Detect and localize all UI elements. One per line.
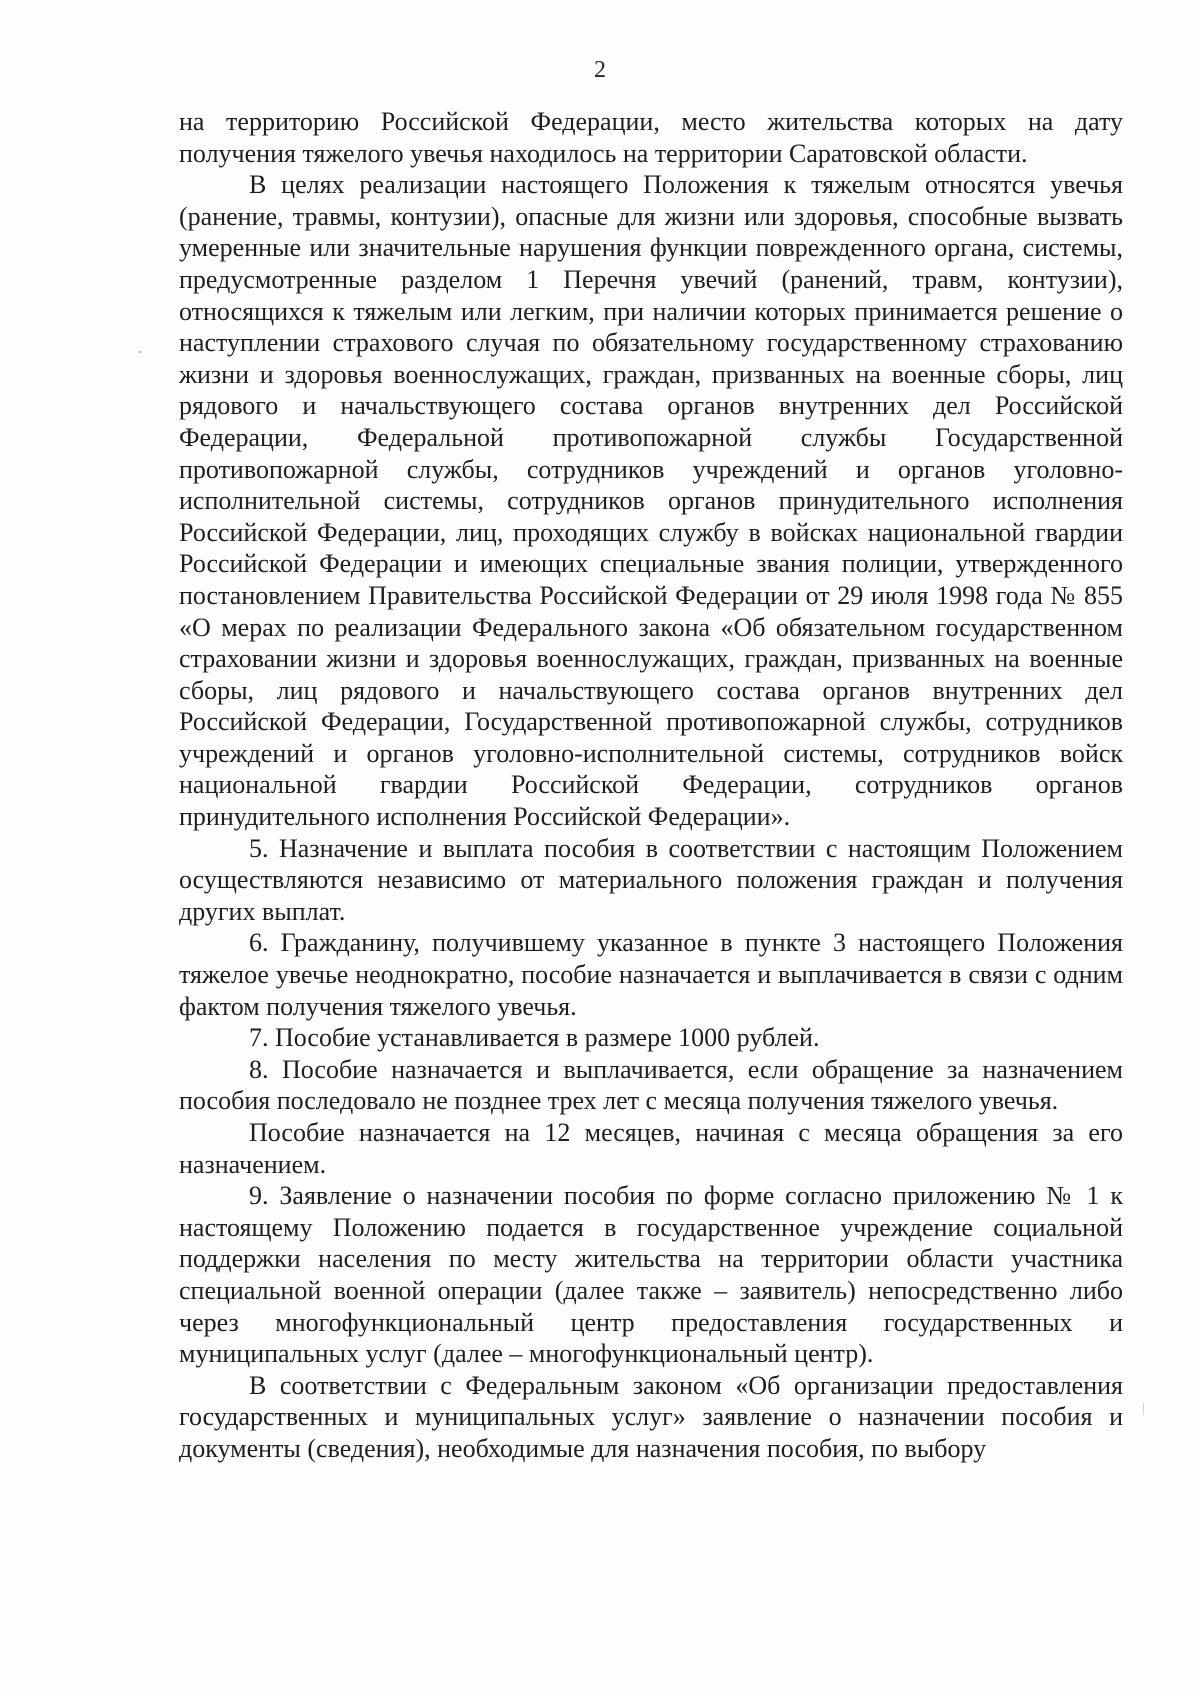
paragraph-item-9: 9. Заявление о назначении пособия по форме согласно приложению № 1 к настоящему Положению подается в государственное учреждение социальной поддержки населения по месту жительства на территории области участника специальной военной операции (далее также – заявитель) непосредственно либо через многофункциональный центр предоставления государственных и муниципальных услуг (далее – многофункциональный центр). xyxy=(179,1181,1123,1369)
page-number: 2 xyxy=(594,57,606,83)
scan-speck-right xyxy=(1143,1403,1144,1415)
paragraph-federal-law: В соответствии с Федеральным законом «Об организации предоставления государственных и муниципальных услуг» заявление о назначении пособия и документы (сведения), необходимые для назначения пособия, по выбору xyxy=(179,1370,1123,1463)
paragraph-benefit-duration: Пособие назначается на 12 месяцев, начиная с месяца обращения за его назначением. xyxy=(179,1118,1123,1179)
paragraph-item-8: 8. Пособие назначается и выплачивается, если обращение за назначением пособия последовало не позднее трех лет с месяца получения тяжелого увечья. xyxy=(179,1054,1123,1116)
document-body xyxy=(179,106,1123,1465)
paragraph-item-6: 6. Гражданину, получившему указанное в пункте 3 настоящего Положения тяжелое увечье неоднократно, пособие назначается и выплачивается в связи с одним фактом получения тяжелого увечья. xyxy=(179,928,1123,1021)
paragraph-item-5: 5. Назначение и выплата пособия в соответствии с настоящим Положением осуществляются независимо от материального положения граждан и получения других выплат. xyxy=(179,833,1123,926)
paragraph-severe-injury-definition: В целях реализации настоящего Положения к тяжелым относятся увечья (ранение, травмы, контузии), опасные для жизни или здоровья, способные вызвать умеренные или значительные нарушения функции поврежденного органа, системы, предусмотренные разделом 1 Перечня увечий (ранений, травм, контузии), относящихся к тяжелым или легким, при наличии которых принимается решение о наступлении страхового случая по обязательному государственному страхованию жизни и здоровья военнослужащих, граждан, призванных на военные сборы, лиц рядового и начальствующего состава органов внутренних дел Российской Федерации, Федеральной противопожарной службы Государственной противопожарной службы, сотрудников учреждений и органов уголовно-исполнительной системы, сотрудников органов принудительного исполнения Российской Федерации, лиц, проходящих службу в войсках национальной гвардии Российской Федерации и имеющих специальные звания полиции, утвержденного постановлением Правительства Российской Федерации от 29 июля 1998 года № 855 «О мерах по реализации Федерального закона «Об обязательном государственном страховании жизни и здоровья военнослужащих, граждан, призванных на военные сборы, лиц рядового и начальствующего состава органов внутренних дел Российской Федерации, Государственной противопожарной службы, сотрудников учреждений и органов уголовно-исполнительной системы, сотрудников войск национальной гвардии Российской Федерации, сотрудников органов принудительного исполнения Российской Федерации». xyxy=(179,170,1123,832)
paragraph-continuation: на территорию Российской Федерации, место жительства которых на дату получения тяжелого увечья находилось на территории Саратовской области. xyxy=(179,107,1123,168)
scan-speck xyxy=(139,351,142,353)
paragraph-item-7: 7. Пособие устанавливается в размере 1000 рублей. xyxy=(249,1023,820,1053)
